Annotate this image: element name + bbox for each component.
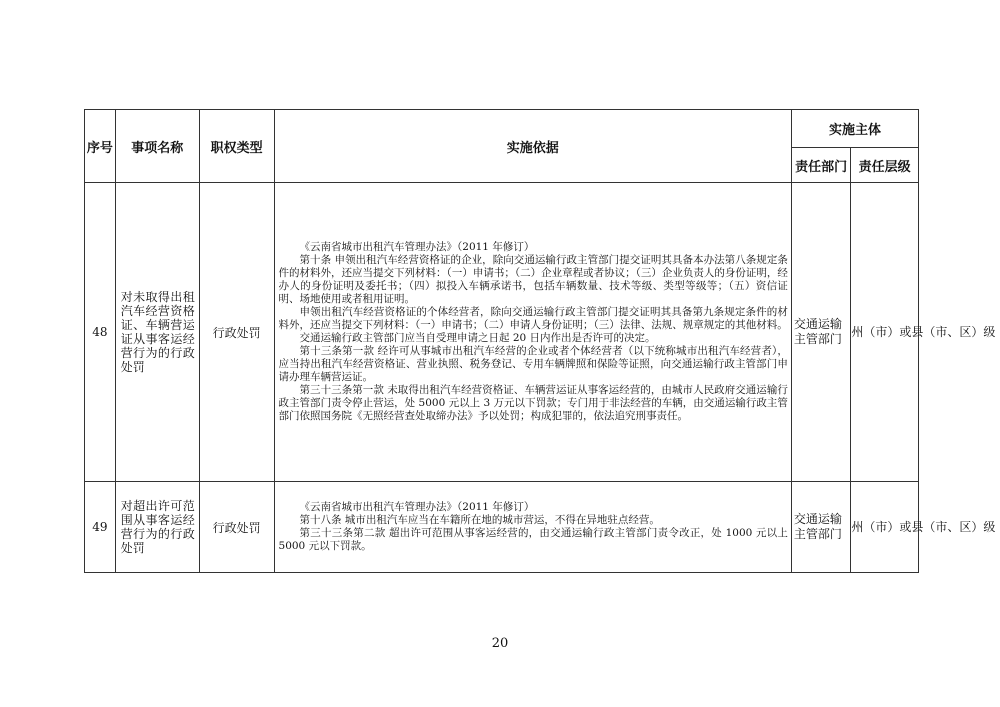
basis-paragraph: 《云南省城市出租汽车管理办法》（2011 年修订）	[299, 501, 535, 513]
basis-paragraph: 申领出租汽车经营资格证的个体经营者，除向交通运输行政主管部门提交证明其具备第九条规定条件的材料外，还应当提交下列材料：（一）申请书；（二）申请人身份证明；（三）法律、法规、规章规定的其他材料。	[278, 306, 788, 331]
authority-type: 行政处罚	[199, 482, 274, 573]
responsible-department: 交通运输主管部门	[791, 183, 850, 482]
header-name: 事项名称	[115, 110, 199, 183]
responsibility-level: 州（市）或县（市、区）级	[851, 482, 919, 573]
enforcement-table	[84, 109, 996, 573]
header-no: 序号	[85, 110, 116, 183]
item-name: 对超出许可范围从事客运经营行为的行政处罚	[115, 482, 199, 573]
basis-paragraph: 第三十三条第一款 未取得出租汽车经营资格证、车辆营运证从事客运经营的，由城市人民政府交通运输行政主管部门责令停止营运，处 5000 元以上 3 万元以下罚款；专门用于非法经营的车辆，由交通运输行政主管部门依照国务院《无照经营查处取缔办法》予以处罚；构成犯罪的，依法追究刑事责任。	[278, 384, 788, 422]
header-type: 职权类型	[199, 110, 274, 183]
responsibility-level: 州（市）或县（市、区）级	[851, 183, 919, 482]
table-row	[85, 482, 919, 573]
responsible-department: 交通运输主管部门	[791, 482, 850, 573]
legal-basis	[274, 183, 791, 482]
basis-paragraph: 第三十三条第二款 超出许可范围从事客运经营的，由交通运输行政主管部门责令改正，处 1000 元以上 5000 元以下罚款。	[278, 527, 788, 552]
basis-paragraph: 第十条 申领出租汽车经营资格证的企业，除向交通运输行政主管部门提交证明其具备本办法第八条规定条件的材料外，还应当提交下列材料：（一）申请书；（二）企业章程或者协议；（三）企业负责人的身份证明，经办人的身份证明及委托书；（四）拟投入车辆承诺书，包括车辆数量、技术等级、类型等级等；（五）资信证明、场地使用或者租用证明。	[278, 254, 788, 305]
basis-paragraph: 第十八条 城市出租汽车应当在车籍所在地的城市营运，不得在异地驻点经营。	[299, 514, 660, 526]
basis-paragraph: 交通运输行政主管部门应当自受理申请之日起 20 日内作出是否许可的决定。	[299, 332, 656, 344]
authority-type: 行政处罚	[199, 183, 274, 482]
header-level: 责任层级	[851, 148, 919, 183]
row-number: 48	[85, 183, 116, 482]
item-name: 对未取得出租汽车经营资格证、车辆营运证从事客运经营行为的行政处罚	[115, 183, 199, 482]
row-number: 49	[85, 482, 116, 573]
basis-paragraph: 第十三条第一款 经许可从事城市出租汽车经营的企业或者个体经营者（以下统称城市出租汽车经营者），应当持出租汽车经营资格证、营业执照、税务登记、专用车辆牌照和保险等证照，向交通运输行政主管部门申请办理车辆营运证。	[278, 345, 788, 383]
header-basis: 实施依据	[274, 110, 791, 183]
header-subject: 实施主体	[791, 110, 918, 148]
table-row	[85, 183, 919, 482]
basis-paragraph: 《云南省城市出租汽车管理办法》（2011 年修订）	[299, 241, 535, 253]
page-number: 20	[491, 636, 509, 651]
legal-basis	[274, 482, 791, 573]
header-dept: 责任部门	[791, 148, 850, 183]
